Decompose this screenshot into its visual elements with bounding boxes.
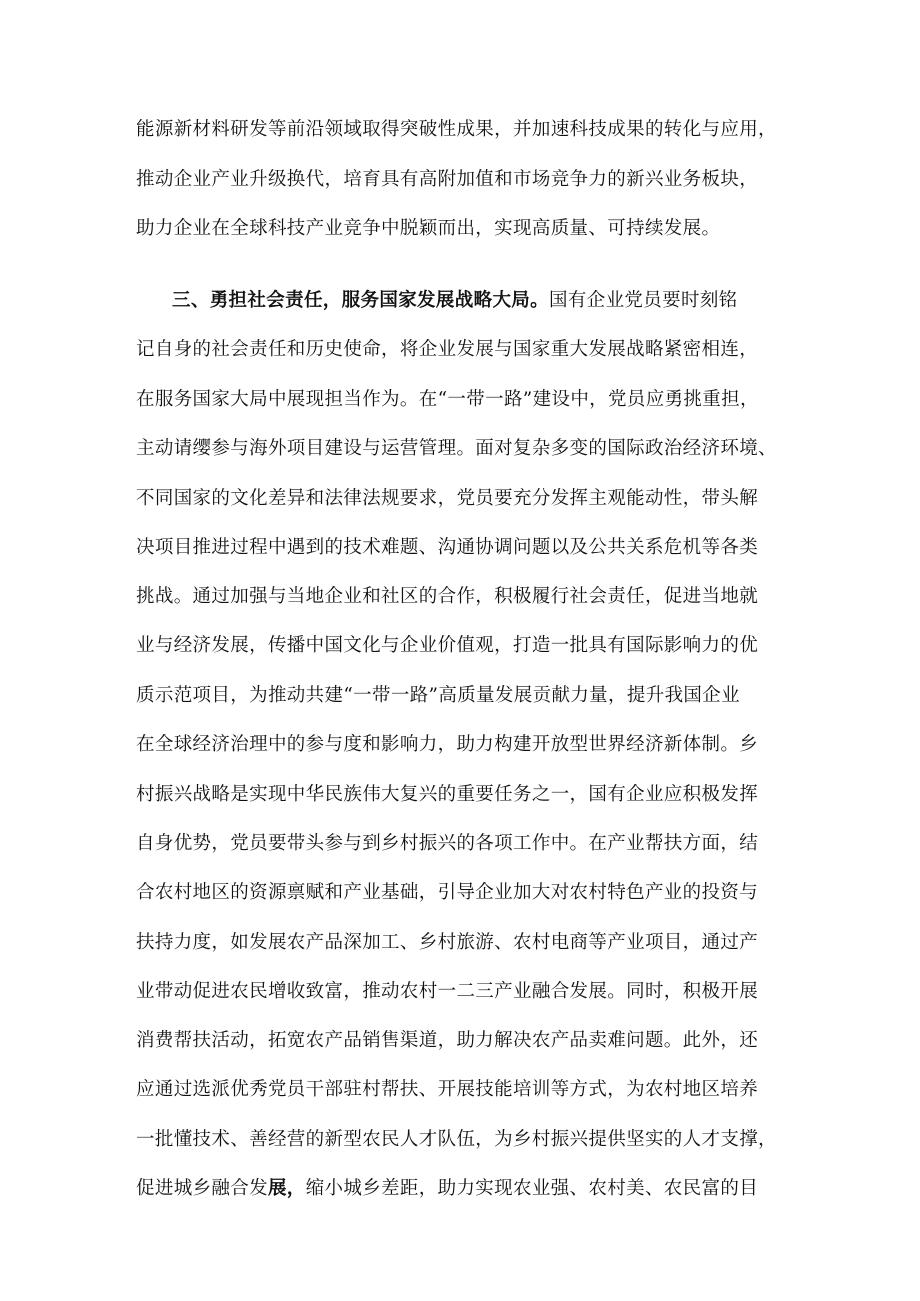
text-line: 挑战。通过加强与当地企业和社区的合作，积极履行社会责任，促进当地就 bbox=[136, 586, 759, 607]
text-run: 促进城乡融合发 bbox=[136, 1178, 268, 1199]
text-line: 主动请缨参与海外项目建设与运营管理。面对复杂多变的国际政治经济环境、 bbox=[136, 438, 777, 459]
text-run: 缩小城乡差距，助力实现农业强、农村美、农民富的目 bbox=[305, 1178, 759, 1199]
text-line: 应通过选派优秀党员干部驻村帮扶、开展技能培训等方式，为农村地区培养 bbox=[136, 1079, 759, 1100]
text-line: 推动企业产业升级换代，培育具有高附加值和市场竞争力的新兴业务板块， bbox=[136, 169, 759, 190]
text-line: 一批懂技术、善经营的新型农民人才队伍，为乡村振兴提供坚实的人才支撑， bbox=[136, 1129, 777, 1150]
text-line: 助力企业在全球科技产业竞争中脱颖而出，实现高质量、可持续发展。 bbox=[136, 218, 721, 239]
bold-text-run: 展， bbox=[267, 1178, 306, 1199]
text-line: 业与经济发展，传播中国文化与企业价值观，打造一批具有国际影响力的优 bbox=[136, 635, 759, 656]
text-line: 自身优势，党员要带头参与到乡村振兴的各项工作中。在产业帮扶方面，结 bbox=[136, 833, 759, 854]
text-line: 村振兴战略是实现中华民族伟大复兴的重要任务之一，国有企业应积极发挥 bbox=[136, 784, 759, 805]
text-line: 在服务国家大局中展现担当作为。在“一带一路”建设中，党员应勇挑重担， bbox=[136, 389, 759, 410]
text-line: 能源新材料研发等前沿领域取得突破性成果，并加速科技成果的转化与应用， bbox=[136, 119, 777, 140]
text-run: 国有企业党员要时刻铭 bbox=[549, 290, 738, 311]
text-line: 决项目推进过程中遇到的技术难题、沟通协调问题以及公共关系危机等各类 bbox=[136, 537, 759, 558]
text-line bbox=[136, 1169, 796, 1209]
text-line: 业带动促进农民增收致富，推动农村一二三产业融合发展。同时，积极开展 bbox=[136, 981, 759, 1002]
text-line: 记自身的社会责任和历史使命，将企业发展与国家重大发展战略紧密相连， bbox=[136, 339, 759, 360]
section-three-heading: 三、勇担社会责任，服务国家发展战略大局。 bbox=[172, 290, 550, 311]
text-line: 不同国家的文化差异和法律法规要求，党员要充分发挥主观能动性，带头解 bbox=[136, 488, 759, 509]
section-three-first-line bbox=[172, 281, 796, 321]
text-line: 在全球经济治理中的参与度和影响力，助力构建开放型世界经济新体制。乡 bbox=[136, 734, 759, 755]
text-line: 扶持力度，如发展农产品深加工、乡村旅游、农村电商等产业项目，通过产 bbox=[136, 932, 759, 953]
text-line: 质示范项目，为推动共建“一带一路”高质量发展贡献力量，提升我国企业 bbox=[136, 685, 740, 706]
text-line: 合农村地区的资源禀赋和产业基础，引导企业加大对农村特色产业的投资与 bbox=[136, 882, 759, 903]
text-line: 消费帮扶活动，拓宽农产品销售渠道，助力解决农产品卖难问题。此外，还 bbox=[136, 1030, 759, 1051]
